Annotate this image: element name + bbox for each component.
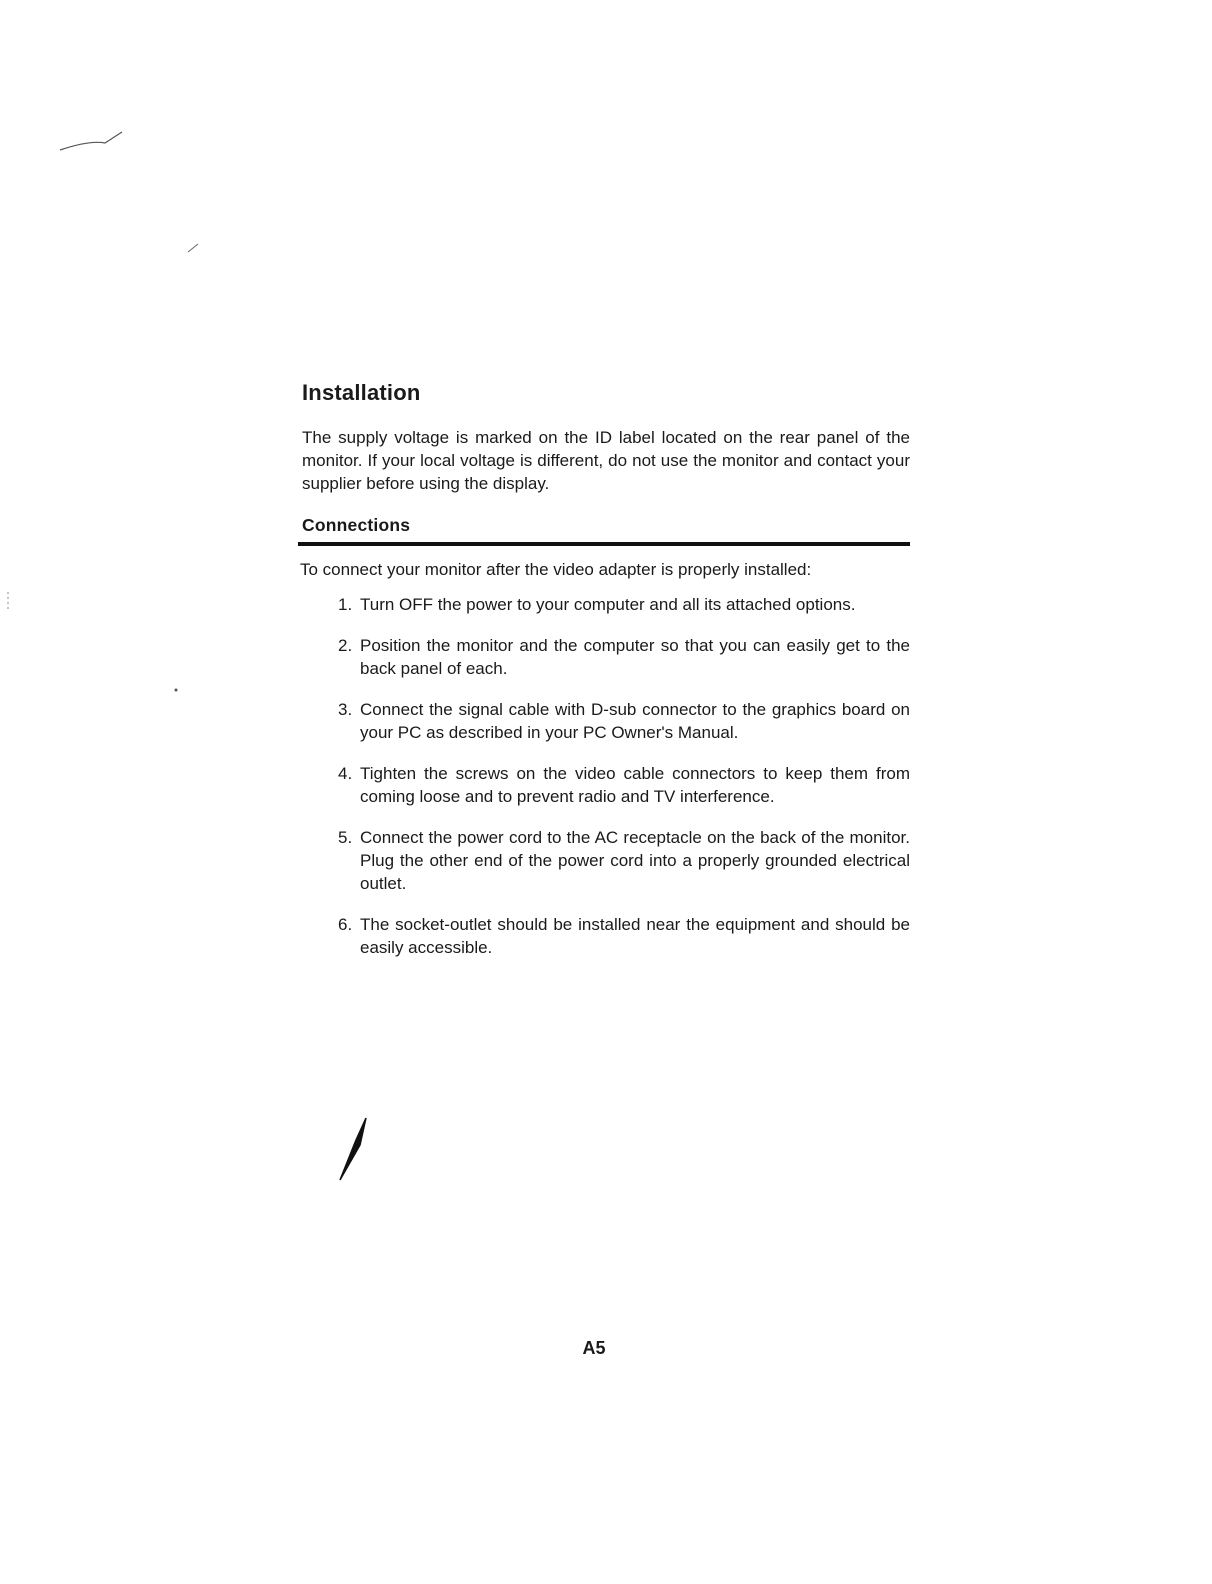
- list-item-step-3: [338, 698, 910, 744]
- step-number: 6.: [338, 915, 353, 934]
- scan-mark-small: [188, 244, 198, 252]
- list-item-step-2: [338, 634, 910, 680]
- step-number: 2.: [338, 636, 353, 655]
- step-text: The socket-outlet should be installed near the equipment and should be easily accessible.: [360, 915, 910, 957]
- step-text: Turn OFF the power to your computer and all its attached options.: [360, 595, 856, 614]
- heading-rule: [298, 542, 910, 546]
- list-item-step-5: [338, 826, 910, 895]
- step-number: 3.: [338, 700, 353, 719]
- page-number-container: [0, 1338, 1212, 1359]
- list-item-step-4: [338, 762, 910, 808]
- pen-stroke-mark: [340, 1118, 366, 1180]
- scan-dot: [175, 689, 178, 692]
- page-number: A5: [582, 1338, 606, 1358]
- step-text: Position the monitor and the computer so that you can easily get to the back panel of each.: [360, 636, 910, 678]
- step-number: 4.: [338, 764, 353, 783]
- step-number: 1.: [338, 595, 353, 614]
- section-title: Installation: [302, 380, 421, 405]
- main-content: [302, 380, 910, 977]
- connections-heading: Connections: [302, 515, 411, 535]
- step-text: Connect the signal cable with D-sub connector to the graphics board on your PC as described in your PC Owner's Manual.: [360, 700, 910, 742]
- scan-mark-topleft: [60, 132, 122, 150]
- connections-lead: To connect your monitor after the video adapter is properly installed:: [300, 560, 812, 579]
- intro-paragraph: The supply voltage is marked on the ID label located on the rear panel of the monitor. If your local voltage is different, do not use the monitor and contact your supplier before using the display.: [302, 428, 910, 493]
- steps-list: [302, 593, 910, 959]
- step-number: 5.: [338, 828, 353, 847]
- step-text: Tighten the screws on the video cable connectors to keep them from coming loose and to prevent radio and TV interference.: [360, 764, 910, 806]
- step-text: Connect the power cord to the AC receptacle on the back of the monitor. Plug the other end of the power cord into a properly grounded electrical outlet.: [360, 828, 910, 893]
- list-item-step-1: [338, 593, 910, 616]
- list-item-step-6: [338, 913, 910, 959]
